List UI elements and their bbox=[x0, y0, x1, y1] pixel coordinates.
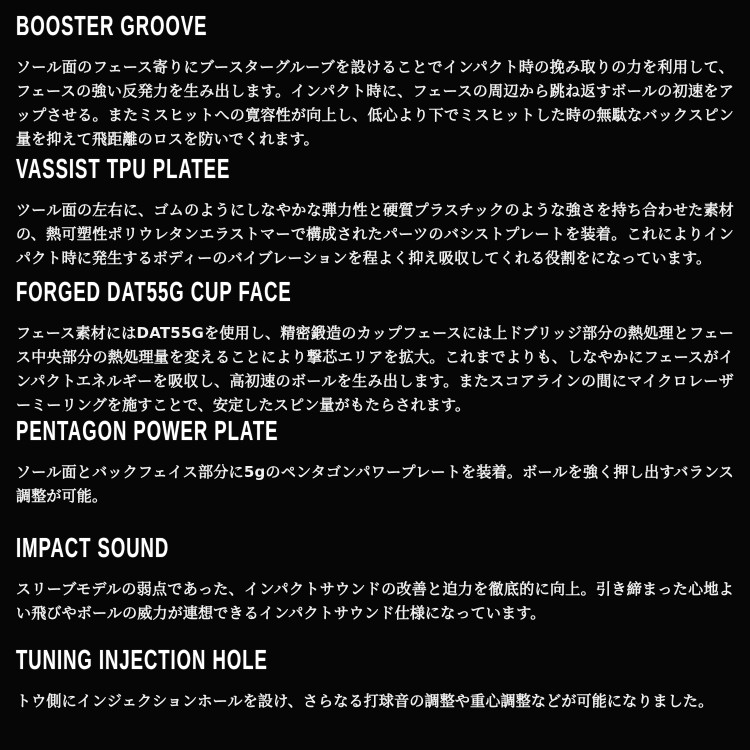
section-pentagon-power-plate bbox=[16, 417, 734, 508]
section-body-pentagon-power-plate: ソール面とバックフェイス部分に5gのペンタゴンパワープレートを装着。ボールを強く押し出すバランス調整が可能。 bbox=[16, 463, 734, 505]
section-title-booster-groove bbox=[16, 12, 734, 40]
section-title-text: IMPACT SOUND bbox=[16, 532, 170, 563]
section-forged-dat55g-cup-face bbox=[16, 278, 734, 417]
section-body-impact-sound: スリーブモデルの弱点であった、インパクトサウンドの改善と迫力を徹底的に向上。引き締まった心地よい飛びやボールの威力が連想できるインパクトサウンド仕様になっています。 bbox=[16, 580, 734, 622]
section-body-tuning-injection-hole: トウ側にインジェクションホールを設け、さらなる打球音の調整や重心調整などが可能になりました。 bbox=[16, 692, 714, 710]
section-title-impact-sound bbox=[16, 534, 734, 562]
section-title-pentagon-power-plate bbox=[16, 417, 734, 445]
section-title-tuning-injection-hole bbox=[16, 646, 734, 674]
section-title-vassist-tpu-platee bbox=[16, 155, 734, 183]
section-title-text: VASSIST TPU PLATEE bbox=[16, 153, 231, 184]
section-tuning-injection-hole bbox=[16, 646, 734, 713]
section-title-text: TUNING INJECTION HOLE bbox=[16, 644, 268, 675]
section-body-forged-dat55g-cup-face: フェース素材にはDAT55Gを使用し、精密鍛造のカップフェースには上ドブリッジ部分の熱処理とフェース中央部分の熱処理量を変えることにより撃芯エリアを拡大。これまでよりも、しなやかにフェースがインパクトエネルギーを吸収し、高初速のボールを生み出します。またスコアラインの間にマイクロレーザーミーリングを施すことで、安定したスピン量がもたらされます。 bbox=[16, 324, 734, 414]
section-title-text: FORGED DAT55G CUP FACE bbox=[16, 276, 292, 307]
section-body-booster-groove: ソール面のフェース寄りにブースターグルーブを設けることでインパクト時の挽み取りの力を利用して、フェースの強い反発力を生み出します。インパクト時に、フェースの周辺から跳ね返すボールの初速をアップさせる。またミスヒットへの寛容性が向上し、低心より下でミスヒットした時の無駄なバックスピン量を抑えて飛距離のロスを防いでくれます。 bbox=[16, 58, 734, 148]
section-booster-groove bbox=[16, 12, 734, 151]
section-impact-sound bbox=[16, 534, 734, 625]
section-title-forged-dat55g-cup-face bbox=[16, 278, 734, 306]
section-title-text: PENTAGON POWER PLATE bbox=[16, 415, 279, 446]
section-vassist-tpu-platee bbox=[16, 155, 734, 270]
section-title-text: BOOSTER GROOVE bbox=[16, 10, 208, 41]
section-body-vassist-tpu-platee: ツール面の左右に、ゴムのようにしなやかな弾力性と硬質プラスチックのような強さを持ち合わせた素材の、熱可塑性ポリウレタンエラストマーで構成されたパーツのバシストプレートを装着。これによりインパクト時に発生するボディーのバイブレーションを程よく抑え吸収してくれる役割をになっています。 bbox=[16, 201, 734, 267]
